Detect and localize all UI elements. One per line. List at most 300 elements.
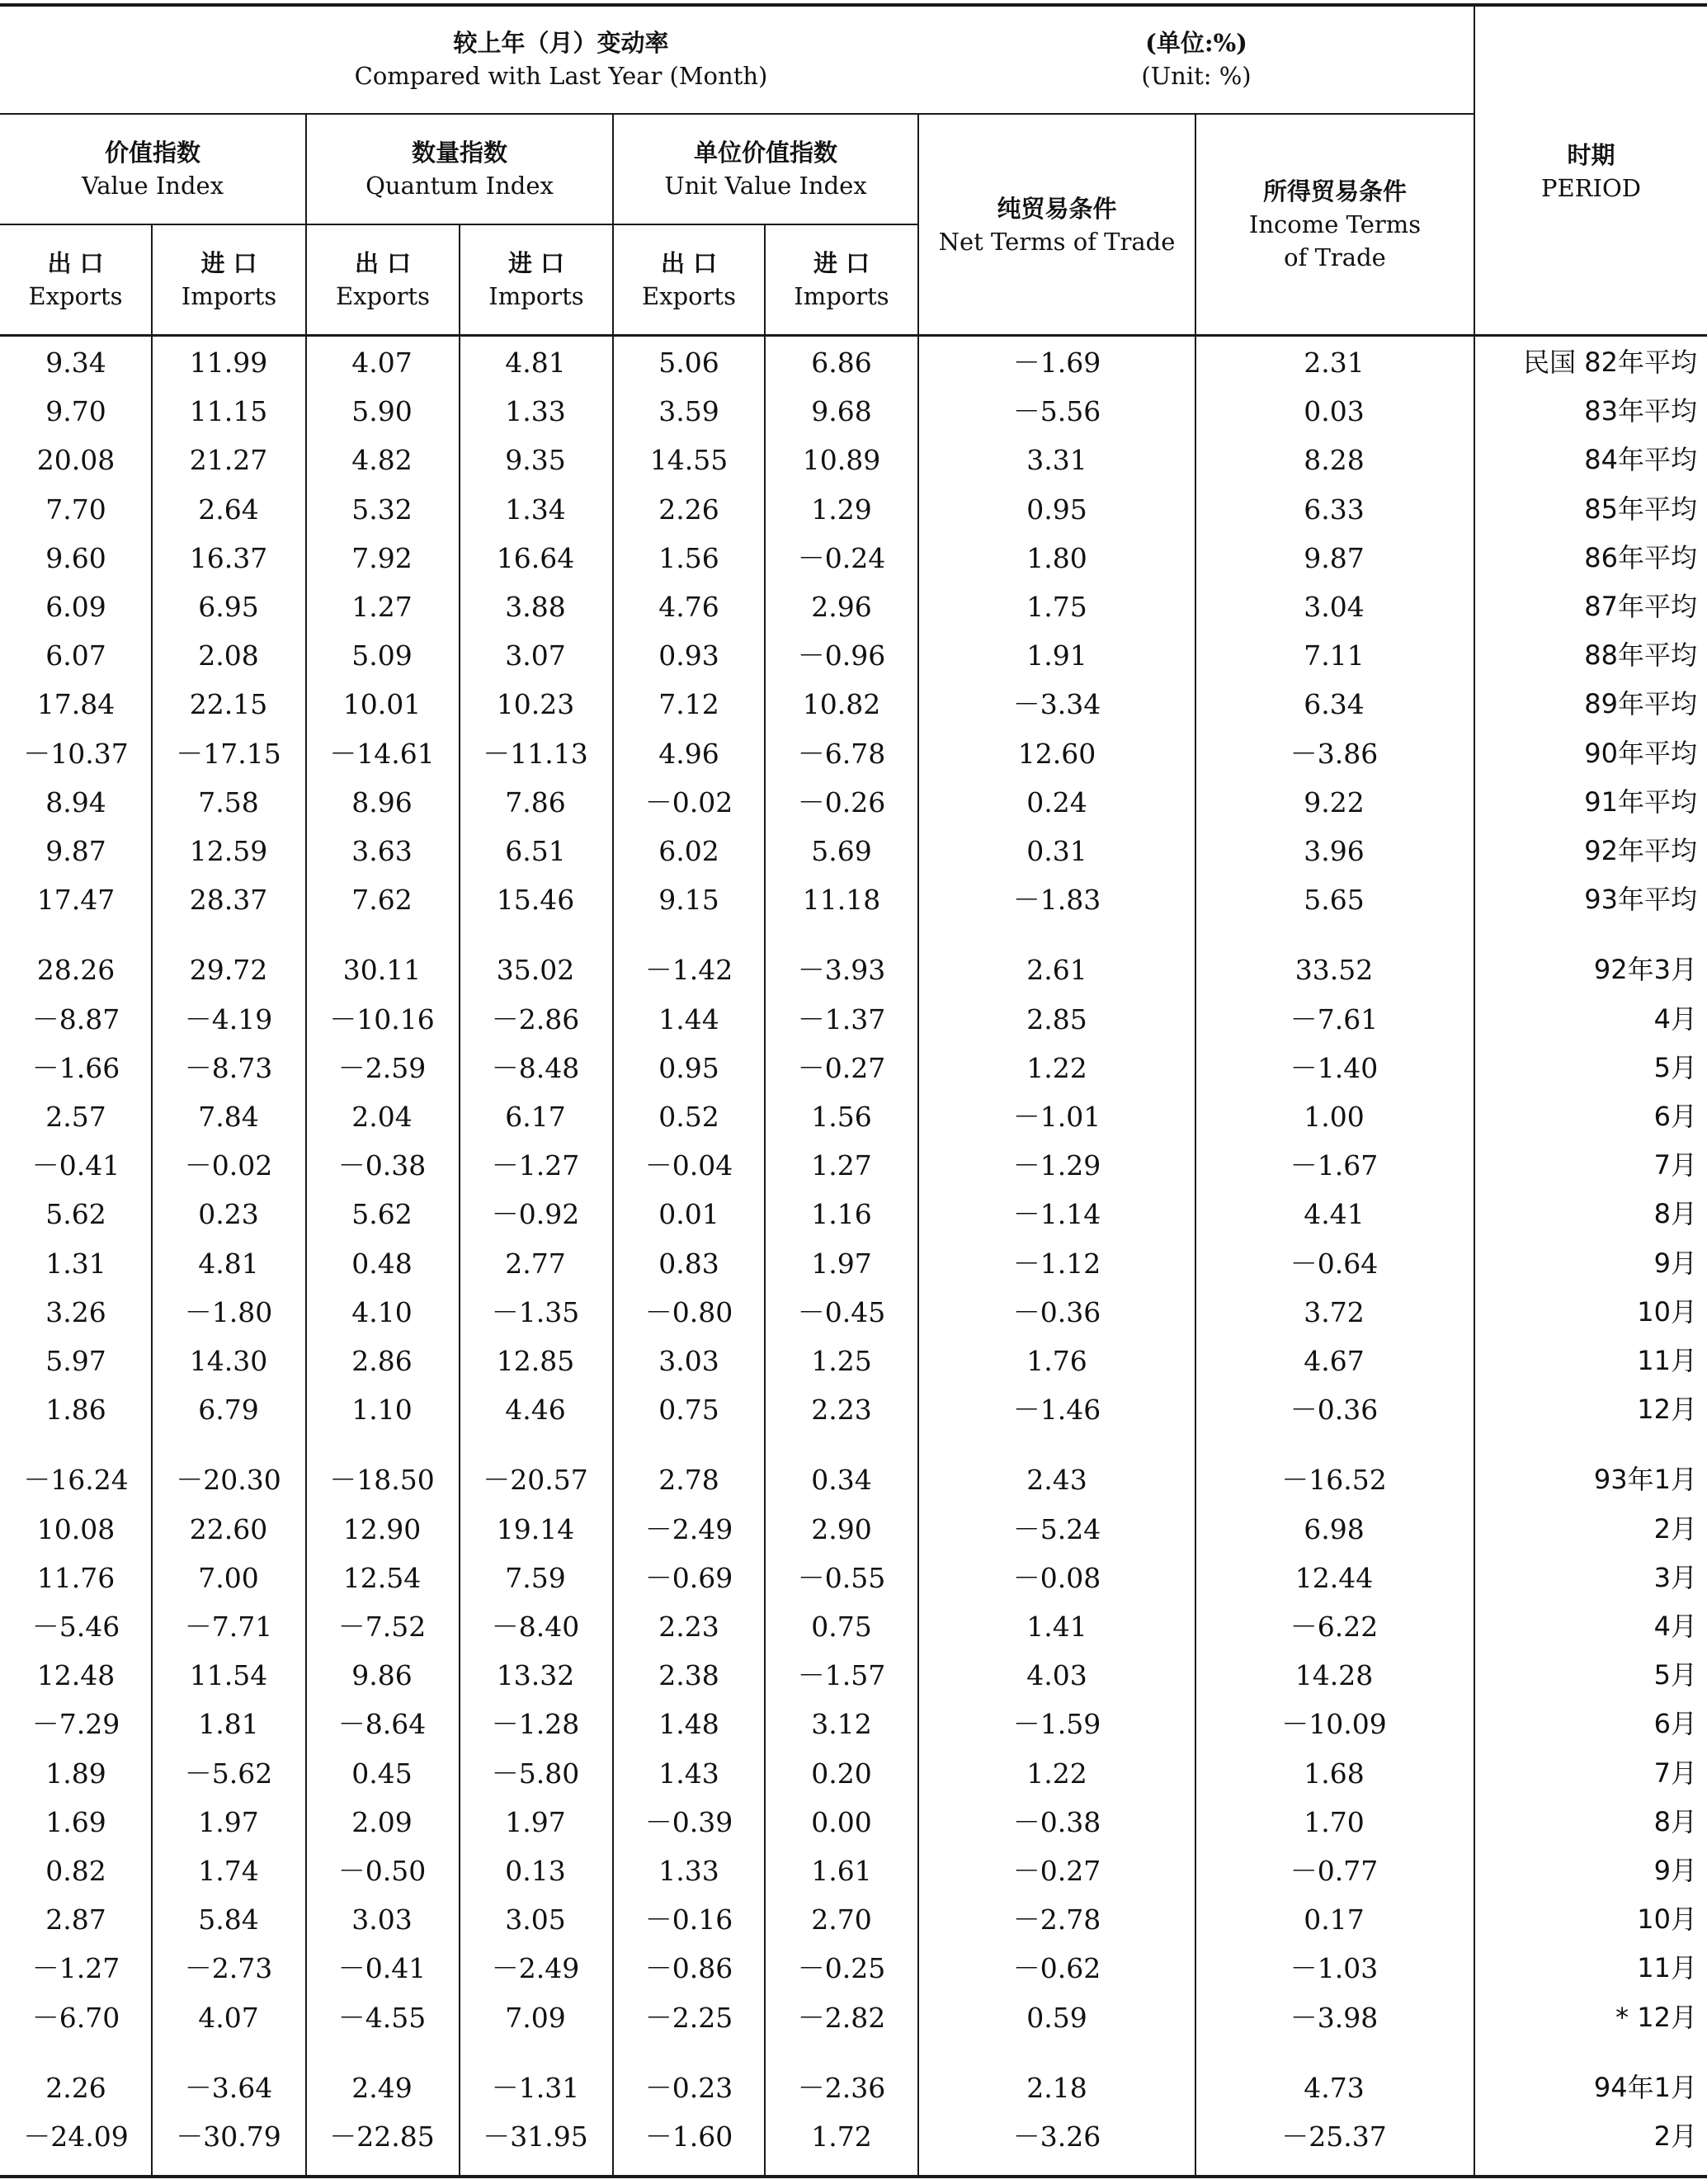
table-cell: －16.24 [23, 1464, 129, 1497]
table-cell: －5.24 [1012, 1512, 1101, 1545]
period-cell: 9月 [1653, 1855, 1697, 1886]
table-cell: 7.59 [505, 1561, 566, 1594]
table-cell: 0.82 [45, 1855, 106, 1887]
table-cell: 0.24 [1026, 785, 1087, 818]
table-cell: 1.91 [1026, 639, 1087, 672]
table-cell: －10.16 [329, 1002, 435, 1035]
table-cell: 9.60 [45, 541, 106, 574]
table-cell: －1.67 [1290, 1149, 1379, 1182]
period-cell: 12月 [1637, 1394, 1697, 1426]
table-cell: －1.80 [184, 1295, 273, 1328]
table-cell: 16.64 [496, 541, 575, 574]
table-row [0, 1141, 1707, 1190]
table-cell: －2.49 [644, 1512, 733, 1545]
period-cell: 90年平均 [1584, 737, 1697, 769]
period-cell: 93年1月 [1593, 1464, 1697, 1496]
table-cell: －0.24 [797, 541, 886, 574]
table-row [0, 1092, 1707, 1141]
table-cell: 1.61 [811, 1855, 872, 1887]
table-cell: 35.02 [496, 954, 575, 987]
table-cell: 10.08 [36, 1512, 116, 1545]
table-cell: －6.70 [31, 2001, 120, 2034]
table-cell: －0.25 [797, 1952, 886, 1985]
table-cell: 4.46 [505, 1394, 566, 1427]
table-cell: －1.40 [1290, 1051, 1379, 1084]
period-cell: 94年1月 [1593, 2071, 1697, 2103]
table-row [0, 1288, 1707, 1337]
table-cell: 2.23 [811, 1394, 872, 1427]
table-cell: 8.94 [45, 785, 106, 818]
period-cell: 4月 [1653, 1611, 1697, 1642]
unit-value-index-header [614, 136, 917, 202]
table-cell: 1.31 [45, 1247, 106, 1280]
table-cell: －1.27 [491, 1149, 580, 1182]
exports-header: 出 口 Exports [642, 249, 736, 310]
imports-header: 进 口 Imports [181, 249, 277, 310]
table-cell: 7.92 [351, 541, 413, 574]
table-cell: 0.01 [658, 1198, 719, 1231]
table-cell: －24.09 [23, 2120, 129, 2153]
period-cell: 6月 [1653, 1708, 1697, 1740]
table-cell: －3.86 [1290, 737, 1379, 770]
table-cell: －1.46 [1012, 1394, 1101, 1427]
table-cell: 9.70 [45, 395, 106, 428]
table-cell: 6.07 [45, 639, 106, 672]
table-cell: －0.02 [184, 1149, 273, 1182]
table-cell: －2.36 [797, 2071, 886, 2104]
table-cell: －2.59 [337, 1051, 427, 1084]
table-cell: 33.52 [1294, 954, 1374, 987]
table-cell: －3.34 [1012, 688, 1101, 721]
table-cell: 0.75 [658, 1394, 719, 1427]
period-cell: 7月 [1653, 1149, 1697, 1182]
table-cell: 1.69 [45, 1805, 106, 1838]
table-cell: 7.70 [45, 493, 106, 526]
table-cell: －14.61 [329, 737, 435, 770]
table-cell: 6.17 [505, 1101, 566, 1133]
table-cell: 12.54 [342, 1561, 422, 1594]
table-cell: 12.59 [189, 835, 268, 867]
table-cell: 1.33 [658, 1855, 719, 1887]
table-cell: 2.43 [1026, 1464, 1087, 1497]
table-cell: 2.57 [45, 1101, 106, 1133]
table-cell: 6.09 [45, 591, 106, 623]
header-bottom-rule [0, 334, 1707, 337]
table-cell: －7.61 [1290, 1002, 1379, 1035]
table-row [0, 778, 1707, 827]
table-cell: 1.44 [658, 1002, 719, 1035]
table-cell: －0.96 [797, 639, 886, 672]
table-cell: －2.86 [491, 1002, 580, 1035]
table-cell: 6.51 [505, 835, 566, 867]
table-cell: －8.87 [31, 1002, 120, 1035]
table-cell: 2.78 [658, 1464, 719, 1497]
quantum-index-header [307, 136, 612, 202]
table-cell: 28.26 [36, 954, 116, 987]
table-cell: －1.29 [1012, 1149, 1101, 1182]
table-cell: 0.00 [811, 1805, 872, 1838]
table-cell: 4.10 [351, 1295, 413, 1328]
table-row [0, 946, 1707, 994]
table-cell: －10.37 [23, 737, 129, 770]
top-rule [0, 3, 1707, 7]
table-cell: 1.43 [658, 1757, 719, 1790]
table-cell: 2.23 [658, 1611, 719, 1643]
table-cell: 8.28 [1304, 444, 1365, 477]
table-cell: 0.23 [198, 1198, 259, 1231]
table-row [0, 338, 1707, 387]
unit-label-en: (Unit: %) [1141, 62, 1252, 90]
table-cell: 1.34 [505, 493, 566, 526]
table-row [0, 1993, 1707, 2042]
table-cell: 5.62 [45, 1198, 106, 1231]
period-cell: 9月 [1653, 1247, 1697, 1279]
table-cell: 2.31 [1304, 347, 1365, 379]
period-cell: 93年平均 [1584, 884, 1697, 916]
table-cell: 4.07 [351, 347, 413, 379]
quantum-index-en: Quantum Index [365, 172, 554, 200]
table-cell: 0.45 [351, 1757, 413, 1790]
table-cell: 7.00 [198, 1561, 259, 1594]
bottom-rule [0, 2175, 1707, 2178]
table-cell: 14.28 [1294, 1659, 1374, 1692]
table-row [0, 1554, 1707, 1602]
table-cell: 0.75 [811, 1611, 872, 1643]
table-cell: 3.63 [351, 835, 413, 867]
table-cell: 11.18 [802, 884, 881, 917]
exports-header: 出 口 Exports [336, 249, 430, 310]
period-cell: 10月 [1637, 1295, 1697, 1328]
table-cell: 5.32 [351, 493, 413, 526]
table-cell: －6.78 [797, 737, 886, 770]
top-title-en: Compared with Last Year (Month) [354, 62, 768, 90]
table-cell: －2.82 [797, 2001, 886, 2034]
table-cell: 7.58 [198, 785, 259, 818]
table-cell: 12.85 [496, 1345, 575, 1377]
table-cell: 4.76 [658, 591, 719, 623]
table-cell: －1.57 [797, 1659, 886, 1692]
table-row [0, 1239, 1707, 1288]
table-cell: －1.59 [1012, 1708, 1101, 1741]
table-cell: 3.05 [505, 1903, 566, 1936]
table-cell: 2.77 [505, 1247, 566, 1280]
period-cell: 4月 [1653, 1002, 1697, 1035]
period-cell: 87年平均 [1584, 591, 1697, 622]
table-cell: －0.04 [644, 1149, 733, 1182]
table-cell: －1.28 [491, 1708, 580, 1741]
table-cell: －0.86 [644, 1952, 733, 1985]
period-cell: 84年平均 [1584, 444, 1697, 476]
net-terms-cn: 纯贸易条件 [997, 195, 1117, 223]
table-cell: 8.96 [351, 785, 413, 818]
table-cell: －0.26 [797, 785, 886, 818]
table-cell: 3.03 [658, 1345, 719, 1377]
table-cell: 1.97 [811, 1247, 872, 1280]
header-rule-1 [0, 113, 1474, 115]
table-cell: －18.50 [329, 1464, 435, 1497]
table-cell: 1.74 [198, 1855, 259, 1887]
table-cell: 6.86 [811, 347, 872, 379]
table-cell: 29.72 [189, 954, 268, 987]
table-cell: 2.85 [1026, 1002, 1087, 1035]
table-cell: －0.38 [1012, 1805, 1101, 1838]
table-cell: －8.64 [337, 1708, 427, 1741]
table-cell: 3.96 [1304, 835, 1365, 867]
table-cell: 22.15 [189, 688, 268, 721]
table-cell: 7.09 [505, 2001, 566, 2034]
table-cell: 1.97 [198, 1805, 259, 1838]
table-cell: 3.31 [1026, 444, 1087, 477]
table-cell: －2.25 [644, 2001, 733, 2034]
table-row [0, 2064, 1707, 2112]
table-cell: 1.75 [1026, 591, 1087, 623]
table-cell: －1.12 [1012, 1247, 1101, 1280]
table-cell: 2.26 [45, 2071, 106, 2104]
table-cell: －5.56 [1012, 395, 1101, 428]
table-row [0, 680, 1707, 729]
table-cell: －0.08 [1012, 1561, 1101, 1594]
period-cell: 92年3月 [1593, 954, 1697, 986]
table-cell: －8.73 [184, 1051, 273, 1084]
table-cell: －3.26 [1012, 2120, 1101, 2153]
table-cell: 4.67 [1304, 1345, 1365, 1377]
period-cell: 民国 82年平均 [1523, 347, 1697, 378]
table-row [0, 436, 1707, 484]
table-cell: －31.95 [483, 2120, 588, 2153]
period-cell: 8月 [1653, 1198, 1697, 1230]
table-row [0, 1944, 1707, 1993]
table-cell: －0.50 [337, 1855, 427, 1887]
table-cell: －4.55 [337, 2001, 427, 2034]
period-en: PERIOD [1541, 174, 1641, 202]
table-row [0, 583, 1707, 631]
table-cell: 0.59 [1026, 2001, 1087, 2034]
table-cell: 10.23 [496, 688, 575, 721]
table-cell: －7.29 [31, 1708, 120, 1741]
table-cell: 4.03 [1026, 1659, 1087, 1692]
period-cell: 11月 [1637, 1345, 1697, 1376]
table-cell: 1.89 [45, 1757, 106, 1790]
table-cell: 1.80 [1026, 541, 1087, 574]
table-cell: 1.33 [505, 395, 566, 428]
table-cell: －7.71 [184, 1611, 273, 1643]
table-cell: 12.44 [1294, 1561, 1374, 1594]
table-cell: 4.73 [1304, 2071, 1365, 2104]
table-cell: －2.78 [1012, 1903, 1101, 1936]
table-cell: 1.27 [351, 591, 413, 623]
table-cell: 10.82 [802, 688, 881, 721]
table-cell: －1.66 [31, 1051, 120, 1084]
income-terms-en-1: Income Terms [1248, 210, 1422, 238]
table-row [0, 1505, 1707, 1554]
table-cell: －0.27 [1012, 1855, 1101, 1887]
table-cell: 5.06 [658, 347, 719, 379]
period-cn: 时期 [1567, 141, 1615, 169]
table-cell: 1.10 [351, 1394, 413, 1427]
table-cell: 5.90 [351, 395, 413, 428]
table-cell: 13.32 [496, 1659, 575, 1692]
table-cell: －1.42 [644, 954, 733, 987]
imports-header: 进 口 Imports [488, 249, 584, 310]
table-cell: －10.09 [1281, 1708, 1387, 1741]
table-cell: 1.97 [505, 1805, 566, 1838]
table-cell: 11.15 [189, 395, 268, 428]
table-cell: 5.97 [45, 1345, 106, 1377]
table-row [0, 1847, 1707, 1895]
value-index-header [0, 136, 305, 202]
table-cell: 0.20 [811, 1757, 872, 1790]
table-cell: 1.27 [811, 1149, 872, 1182]
period-cell: 3月 [1653, 1561, 1697, 1593]
table-cell: －16.52 [1281, 1464, 1387, 1497]
table-cell: 16.37 [189, 541, 268, 574]
table-cell: 4.81 [505, 347, 566, 379]
exports-header: 出 口 Exports [28, 249, 123, 310]
table-cell: 3.12 [811, 1708, 872, 1741]
income-terms-en-2: of Trade [1284, 243, 1386, 271]
table-cell: 0.34 [811, 1464, 872, 1497]
table-cell: 1.81 [198, 1708, 259, 1741]
table-cell: －1.37 [797, 1002, 886, 1035]
period-cell: 2月 [1653, 2120, 1697, 2152]
table-cell: 1.00 [1304, 1101, 1365, 1133]
table-cell: －0.69 [644, 1561, 733, 1594]
table-cell: 2.90 [811, 1512, 872, 1545]
table-cell: －2.49 [491, 1952, 580, 1985]
table-cell: －0.16 [644, 1903, 733, 1936]
table-cell: 6.33 [1304, 493, 1365, 526]
table-cell: 3.72 [1304, 1295, 1365, 1328]
table-cell: 1.48 [658, 1708, 719, 1741]
unit-value-index-cn: 单位价值指数 [693, 139, 837, 167]
quantum-index-cn: 数量指数 [411, 139, 507, 167]
top-title [272, 26, 850, 92]
table-cell: 1.22 [1026, 1051, 1087, 1084]
table-cell: 11.76 [36, 1561, 116, 1594]
table-cell: 6.98 [1304, 1512, 1365, 1545]
table-cell: －0.55 [797, 1561, 886, 1594]
table-cell: －0.23 [644, 2071, 733, 2104]
table-cell: 1.86 [45, 1394, 106, 1427]
table-cell: 10.89 [802, 444, 881, 477]
period-cell: 88年平均 [1584, 639, 1697, 672]
table-row [0, 827, 1707, 875]
table-cell: 3.59 [658, 395, 719, 428]
table-cell: －1.60 [644, 2120, 733, 2153]
table-cell: －25.37 [1281, 2120, 1387, 2153]
table-cell: 3.88 [505, 591, 566, 623]
table-row [0, 2112, 1707, 2161]
table-cell: 5.69 [811, 835, 872, 867]
table-cell: －0.36 [1290, 1394, 1379, 1427]
imports-header: 进 口 Imports [794, 249, 889, 310]
table-cell: 1.68 [1304, 1757, 1365, 1790]
table-cell: 17.84 [36, 688, 116, 721]
table-cell: 9.86 [351, 1659, 413, 1692]
table-cell: －0.64 [1290, 1247, 1379, 1280]
table-cell: －8.48 [491, 1051, 580, 1084]
table-cell: 0.03 [1304, 395, 1365, 428]
table-cell: 7.62 [351, 884, 413, 917]
period-header [1475, 139, 1707, 205]
table-cell: 3.07 [505, 639, 566, 672]
table-cell: －1.83 [1012, 884, 1101, 917]
table-cell: 3.04 [1304, 591, 1365, 623]
table-cell: －11.13 [483, 737, 588, 770]
table-cell: 12.60 [1017, 737, 1096, 770]
table-cell: 9.15 [658, 884, 719, 917]
table-cell: 0.93 [658, 639, 719, 672]
table-cell: －7.52 [337, 1611, 427, 1643]
table-cell: －3.98 [1290, 2001, 1379, 2034]
table-cell: －2.73 [184, 1952, 273, 1985]
table-cell: 0.83 [658, 1247, 719, 1280]
table-cell: 9.87 [45, 835, 106, 867]
period-cell: * 12月 [1615, 2001, 1697, 2033]
period-cell: 83年平均 [1584, 395, 1697, 427]
table-cell: 1.70 [1304, 1805, 1365, 1838]
table-cell: －0.41 [31, 1149, 120, 1182]
table-cell: 0.52 [658, 1101, 719, 1133]
table-row [0, 1455, 1707, 1504]
table-cell: 11.99 [189, 347, 268, 379]
table-cell: 12.90 [342, 1512, 422, 1545]
table-cell: 5.84 [198, 1903, 259, 1936]
net-terms-en: Net Terms of Trade [938, 228, 1176, 256]
table-cell: 7.84 [198, 1101, 259, 1133]
table-cell: 4.81 [198, 1247, 259, 1280]
table-cell: 6.79 [198, 1394, 259, 1427]
table-cell: 2.04 [351, 1101, 413, 1133]
period-cell: 7月 [1653, 1757, 1697, 1789]
table-cell: －20.57 [483, 1464, 588, 1497]
table-cell: －0.41 [337, 1952, 427, 1985]
value-index-cn: 价值指数 [104, 139, 200, 167]
table-cell: －1.27 [31, 1952, 120, 1985]
table-cell: 17.47 [36, 884, 116, 917]
table-cell: －4.19 [184, 1002, 273, 1035]
table-cell: 2.86 [351, 1345, 413, 1377]
table-cell: 12.48 [36, 1659, 116, 1692]
table-row [0, 534, 1707, 583]
table-cell: －0.02 [644, 785, 733, 818]
table-row [0, 387, 1707, 436]
table-cell: 21.27 [189, 444, 268, 477]
table-cell: 2.70 [811, 1903, 872, 1936]
period-cell: 86年平均 [1584, 541, 1697, 573]
table-cell: －0.36 [1012, 1295, 1101, 1328]
table-cell: 9.22 [1304, 785, 1365, 818]
table-cell: －0.27 [797, 1051, 886, 1084]
table-cell: －1.35 [491, 1295, 580, 1328]
table-cell: －0.38 [337, 1149, 427, 1182]
period-cell: 91年平均 [1584, 785, 1697, 818]
table-cell: －0.80 [644, 1295, 733, 1328]
table-cell: 4.82 [351, 444, 413, 477]
table-row [0, 1385, 1707, 1434]
table-cell: 15.46 [496, 884, 575, 917]
table-cell: 5.09 [351, 639, 413, 672]
table-cell: －5.62 [184, 1757, 273, 1790]
table-cell: －0.92 [491, 1198, 580, 1231]
table-cell: 2.64 [198, 493, 259, 526]
table-cell: 5.65 [1304, 884, 1365, 917]
table-cell: －30.79 [176, 2120, 281, 2153]
period-cell: 6月 [1653, 1101, 1697, 1132]
period-cell: 11月 [1637, 1952, 1697, 1984]
table-cell: 1.41 [1026, 1611, 1087, 1643]
table-cell: －5.46 [31, 1611, 120, 1643]
